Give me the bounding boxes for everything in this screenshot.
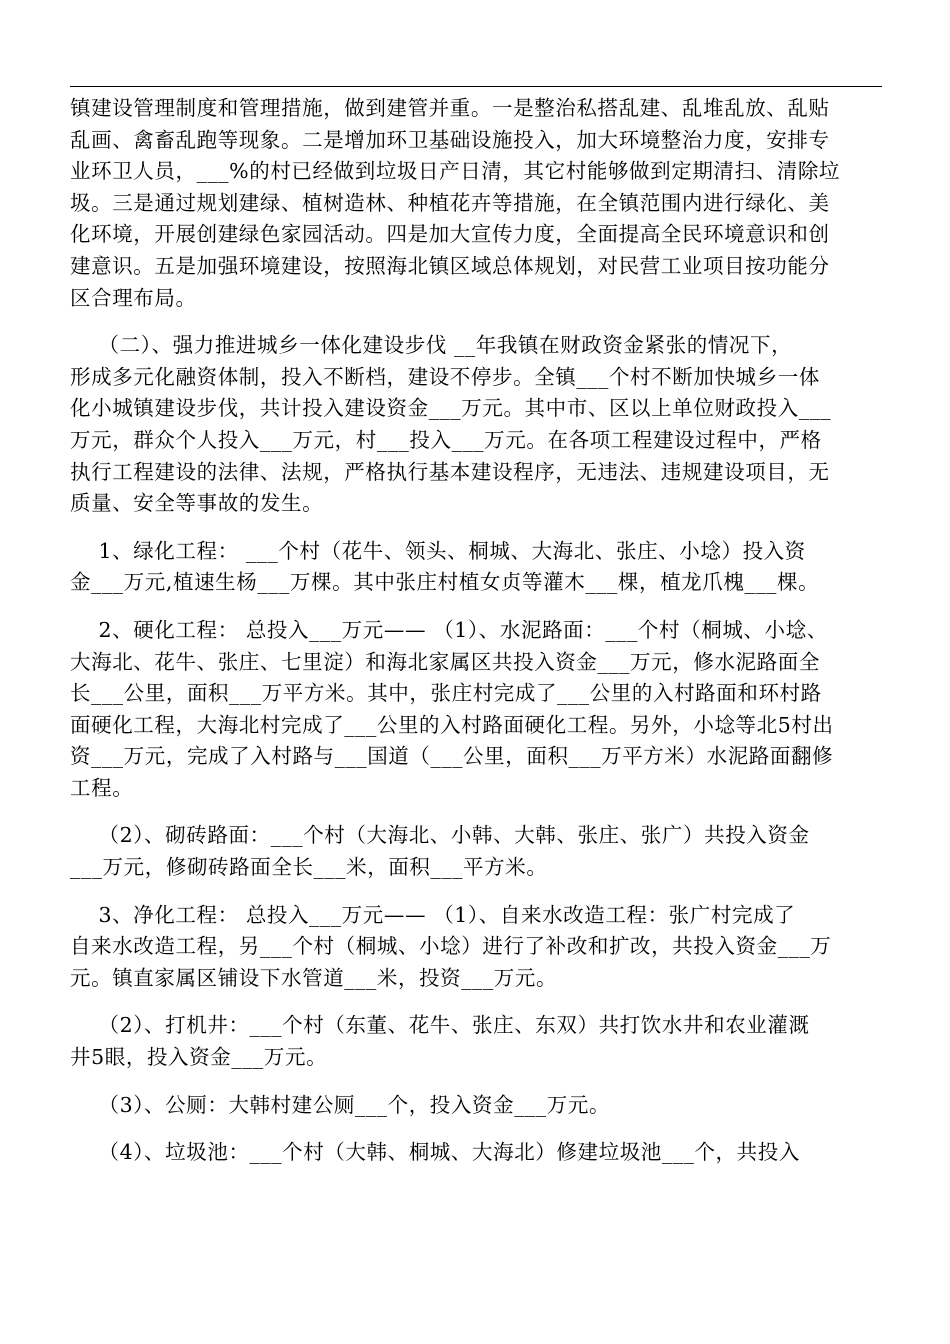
paragraph-spacer [70, 804, 890, 820]
paragraph-toilets [70, 1090, 890, 1122]
text-line: （二）、强力推进城乡一体化建设步伐 __年我镇在财政资金紧张的情况下， [70, 333, 793, 358]
text-line: 自来水改造工程，另___个村（桐城、小埝）进行了补改和扩改，共投入资金___万 [70, 934, 832, 959]
paragraph-spacer [70, 1121, 890, 1137]
text-line: 长___公里，面积___万平方米。其中，张庄村完成了___公里的入村路面和环村路 [70, 681, 822, 706]
text-line: 井5眼，投入资金___万元。 [70, 1045, 328, 1070]
text-line: 执行工程建设的法律、法规，严格执行基本建设程序，无违法、违规建设项目，无 [70, 459, 830, 484]
paragraph-spacer [70, 994, 890, 1010]
text-line: 万元，群众个人投入___万元，村___投入___万元。在各项工程建设过程中，严格 [70, 427, 822, 452]
text-line: 化小城镇建设步伐，共计投入建设资金___万元。其中市、区以上单位财政投入___ [70, 396, 832, 421]
text-line: 化环境，开展创建绿色家园活动。四是加大宣传力度，全面提高全民环境意识和创 [70, 222, 830, 247]
paragraph-spacer [70, 1074, 890, 1090]
text-line: 建意识。五是加强环境建设，按照海北镇区域总体规划，对民营工业项目按功能分 [70, 253, 830, 278]
paragraph-greening [70, 536, 890, 599]
text-line: 工程。 [70, 775, 134, 800]
text-line: 业环卫人员，___%的村已经做到垃圾日产日清，其它村能够做到定期清扫、清除垃 [70, 159, 841, 184]
paragraph-spacer [70, 884, 890, 900]
text-line: ___万元，修砌砖路面全长___米，面积___平方米。 [70, 855, 548, 880]
text-line: 3、净化工程： 总投入___万元—— （1）、自来水改造工程：张广村完成了 [70, 902, 796, 927]
paragraph-garbage-pools [70, 1137, 890, 1169]
text-line: 形成多元化融资体制，投入不断档，建设不停步。全镇___个村不断加快城乡一体 [70, 364, 820, 389]
text-line: 资___万元，完成了入村路与___国道（___公里，面积___万平方米）水泥路面翻修 [70, 744, 834, 769]
text-line: 元。镇直家属区铺设下水管道___米，投资___万元。 [70, 965, 558, 990]
text-line: （3）、公厕：大韩村建公厕___个，投入资金___万元。 [70, 1092, 611, 1117]
text-line: （2）、砌砖路面：___个村（大海北、小韩、大韩、张庄、张广）共投入资金 [70, 823, 810, 848]
text-line: 2、硬化工程： 总投入___万元—— （1）、水泥路面：___个村（桐城、小埝、 [70, 617, 828, 642]
paragraph-spacer [70, 599, 890, 615]
text-line: 乱画、禽畜乱跑等现象。二是增加环卫基础设施投入，加大环境整治力度，安排专 [70, 127, 830, 152]
paragraph-wells [70, 1010, 890, 1073]
text-line: 1、绿化工程： ___个村（花牛、领头、桐城、大海北、张庄、小埝）投入资 [70, 538, 806, 563]
paragraph-purification [70, 900, 890, 995]
text-line: （4）、垃圾池：___个村（大韩、桐城、大海北）修建垃圾池___个，共投入 [70, 1140, 800, 1165]
paragraph-hardening [70, 615, 890, 805]
text-line: 区合理布局。 [70, 285, 197, 310]
header-rule [70, 86, 882, 87]
document-body [70, 93, 890, 1169]
text-line: 大海北、花牛、张庄、七里淀）和海北家属区共投入资金___万元，修水泥路面全 [70, 649, 820, 674]
paragraph-env-measures [70, 93, 890, 314]
text-line: （2）、打机井：___个村（东董、花牛、张庄、东双）共打饮水井和农业灌溉 [70, 1013, 810, 1038]
text-line: 金___万元,植速生杨___万棵。其中张庄村植女贞等灌木___棵，植龙爪槐___棵。 [70, 570, 820, 595]
text-line: 镇建设管理制度和管理措施，做到建管并重。一是整治私搭乱建、乱堆乱放、乱贴 [70, 96, 830, 120]
paragraph-spacer [70, 520, 890, 536]
paragraph-urban-rural [70, 330, 890, 520]
text-line: 面硬化工程，大海北村完成了___公里的入村路面硬化工程。另外，小埝等北5村出 [70, 712, 834, 737]
text-line: 圾。三是通过规划建绿、植树造林、种植花卉等措施，在全镇范围内进行绿化、美 [70, 190, 830, 215]
paragraph-spacer [70, 314, 890, 330]
text-line: 质量、安全等事故的发生。 [70, 491, 324, 516]
paragraph-brick-road [70, 820, 890, 883]
